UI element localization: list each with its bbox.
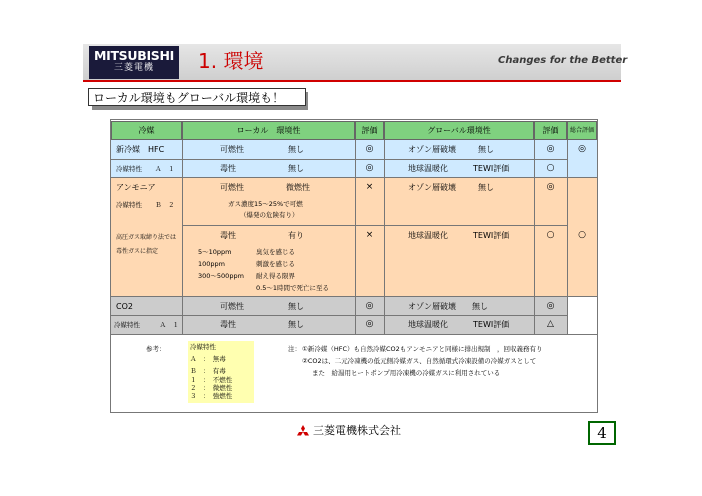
ammonia-toxicity-eval: × — [365, 230, 374, 240]
reference-label: 参考： — [146, 345, 166, 353]
ammonia-flammability-value: 微燃性 — [286, 183, 310, 192]
co2-name: CO2 — [116, 302, 133, 311]
hfc-class: 冷媒特性 Ａ １ — [116, 165, 175, 173]
slogan: Changes for the Better — [498, 55, 628, 66]
hfc-ozone-value: 無し — [478, 145, 494, 154]
co2-ozone-label: オゾン層破壊 — [408, 302, 456, 311]
co2-toxicity-eval: ◎ — [365, 319, 374, 329]
ammonia-explosion-note: （爆発の危険有り） — [240, 211, 299, 219]
logo-name: MITSUBISHI — [93, 48, 175, 63]
co2-warming-eval: △ — [547, 319, 554, 329]
grid-line — [111, 177, 597, 178]
legend-item: ２ ： 微燃性 — [190, 384, 233, 392]
ammonia-ozone-label: オゾン層破壊 — [408, 183, 456, 192]
hfc-toxicity-label: 毒性 — [220, 164, 236, 173]
tox-effect: 耐え得る限界 — [256, 272, 295, 280]
header-global: グローバル環境性 — [384, 121, 534, 140]
co2-class: 冷媒特性 Ａ １ — [114, 321, 179, 329]
co2-flammability-value: 無し — [288, 302, 304, 311]
tox-effect: 臭気を感じる — [256, 248, 295, 256]
ammonia-class: 冷媒特性 Ｂ ２ — [116, 201, 175, 209]
legend-item: １ ： 不燃性 — [190, 376, 233, 384]
grid-line — [111, 334, 597, 335]
co2-toxicity-label: 毒性 — [220, 320, 236, 329]
hfc-ozone-label: オゾン層破壊 — [408, 145, 456, 154]
header-global-eval: 評価 — [534, 121, 567, 140]
hfc-warming-label: 地球温暖化 — [408, 164, 448, 173]
tox-ppm: 5～10ppm — [198, 248, 232, 256]
co2-flammability-eval: ◎ — [365, 301, 374, 311]
ammonia-gas-concentration: ガス濃度15～25%で可燃 — [228, 200, 303, 208]
ammonia-warming-label: 地球温暖化 — [408, 231, 448, 240]
co2-warming-value: TEWI評価 — [473, 320, 510, 329]
hfc-flammability-value: 無し — [288, 145, 304, 154]
co2-ozone-eval: ◎ — [546, 301, 555, 311]
grid-line — [111, 159, 567, 160]
ammonia-warming-value: TEWI評価 — [473, 231, 510, 240]
ammonia-law-line1: 高圧ガス取締り法では — [116, 234, 177, 241]
header-overall: 総合評価 — [567, 121, 597, 140]
hfc-warming-eval: ○ — [546, 163, 555, 173]
note-label: 注： — [288, 345, 301, 353]
ammonia-flammability-label: 可燃性 — [220, 183, 244, 192]
mitsubishi-diamonds-icon — [294, 425, 312, 439]
legend-item: Ｂ ： 有毒 — [190, 367, 226, 375]
legend-item: Ａ ： 無毒 — [190, 355, 226, 363]
grid-line — [182, 140, 183, 334]
co2-toxicity-value: 無し — [288, 320, 304, 329]
legend-item: ３ ： 強燃性 — [190, 392, 233, 400]
page-title: 1. 環境 — [198, 49, 264, 73]
legend-box — [188, 341, 254, 403]
hfc-flammability-label: 可燃性 — [220, 145, 244, 154]
tox-effect: 0.5～1時間で死亡に至る — [256, 284, 329, 292]
hfc-flammability-eval: ◎ — [365, 144, 374, 154]
hfc-toxicity-eval: ◎ — [365, 163, 374, 173]
note-line-2: ②CO2は、二元冷凍機の低元側冷媒ガス、自然循環式冷凍設備の冷媒ガスとして — [302, 357, 537, 365]
tox-effect: 刺激を感じる — [256, 260, 295, 268]
ammonia-name: アンモニア — [116, 183, 156, 192]
header-local: ローカル 環境性 — [182, 121, 355, 140]
ammonia-flammability-eval: × — [365, 182, 374, 192]
hfc-warming-value: TEWI評価 — [473, 164, 510, 173]
page-number: 4 — [588, 421, 616, 445]
logo-subtitle: 三菱電機 — [113, 63, 154, 73]
subtitle: ローカル環境もグローバル環境も！ — [88, 88, 306, 106]
company-logo — [89, 46, 179, 79]
header-refrigerant: 冷媒 — [111, 121, 182, 140]
ammonia-warming-eval: ○ — [546, 230, 555, 240]
hfc-name: 新冷媒 HFC — [116, 145, 165, 154]
ammonia-ozone-eval: ◎ — [546, 182, 555, 192]
tox-ppm: 100ppm — [198, 260, 225, 268]
co2-ozone-value: 無し — [472, 302, 488, 311]
header-local-eval: 評価 — [355, 121, 384, 140]
hfc-overall-eval: ◎ — [578, 144, 586, 154]
ammonia-toxicity-label: 毒性 — [220, 231, 236, 240]
ammonia-row-bg — [111, 178, 597, 296]
grid-line — [384, 140, 385, 334]
co2-flammability-label: 可燃性 — [220, 302, 244, 311]
co2-warming-label: 地球温暖化 — [408, 320, 448, 329]
legend-title: 冷媒特性 — [190, 343, 216, 351]
note-line-3: また 給湯用ヒートポンプ用冷凍機の冷媒ガスに利用されている — [312, 369, 501, 377]
grid-line — [111, 296, 597, 297]
company-name: 三菱電機株式会社 — [313, 424, 401, 437]
grid-line — [111, 315, 567, 316]
grid-line — [182, 225, 567, 226]
header-divider — [83, 80, 621, 82]
ammonia-toxicity-value: 有り — [288, 231, 304, 240]
ammonia-overall-eval: ○ — [578, 230, 586, 240]
hfc-toxicity-value: 無し — [288, 164, 304, 173]
ammonia-law-line2: 毒性ガスに指定 — [116, 248, 159, 255]
ammonia-ozone-value: 無し — [478, 183, 494, 192]
hfc-ozone-eval: ◎ — [546, 144, 555, 154]
tox-ppm: 300～500ppm — [198, 272, 244, 280]
note-line-1: ①新冷媒（HFC）も自然冷媒CO2もアンモニアと同様に排出規制 ，回収義務有り — [302, 345, 543, 353]
